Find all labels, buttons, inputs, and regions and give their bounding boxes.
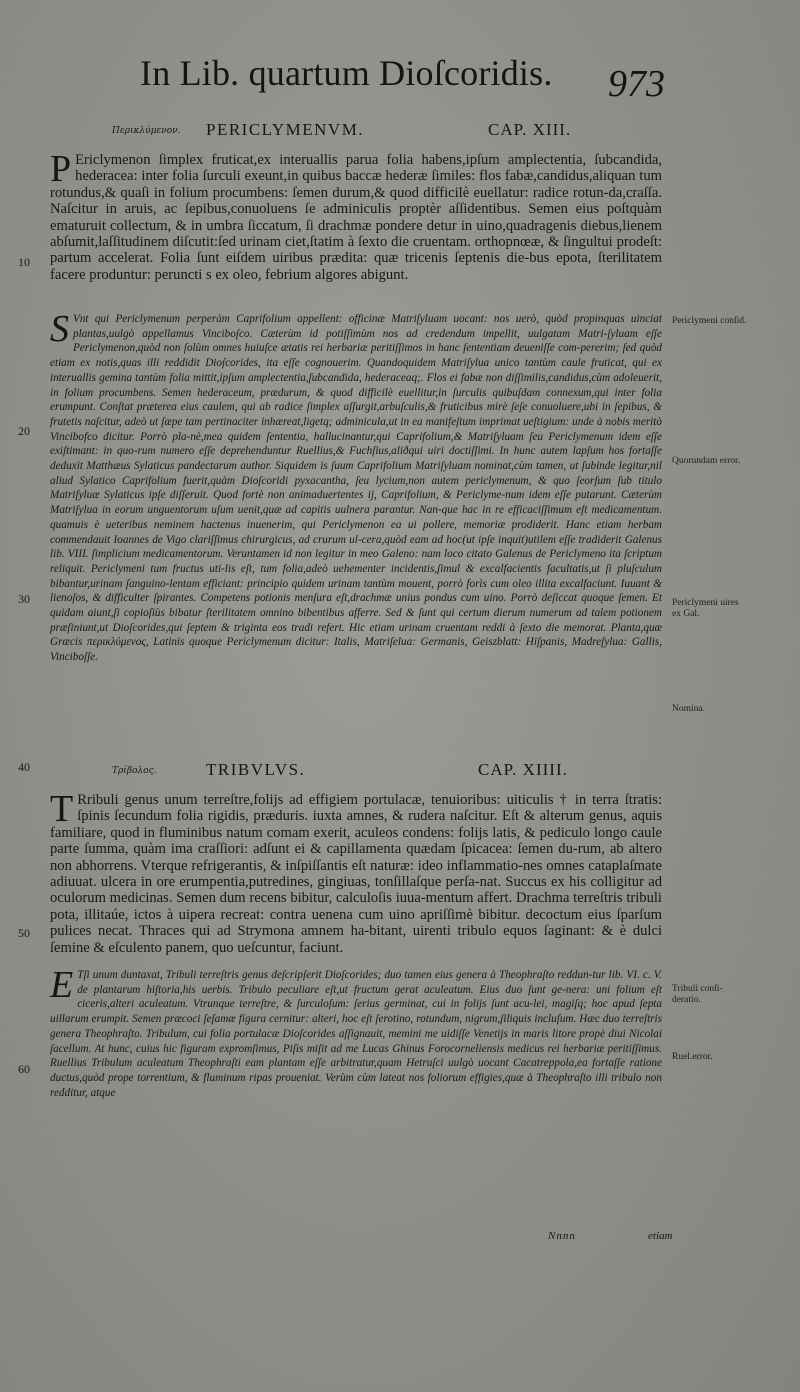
line-number: 60	[18, 1062, 30, 1076]
main-text-body: Ericlymenon ſimplex fruticat,ex interuallis parua folia habens,ipſum amplectentia, ſubcandida, hederacea: inter folia ſurculi exeunt,in quibus baccæ hederæ ſimiles: flos fabæ,candidus,aliquan tum rotundus,& quaſi in folium procumbens: ſemen durum,& quod difficilè euellatur: radice rotun-da,craſſa. Naſcitur in aruis, ac ſepibus,conuoluens ſe adminiculis proptèr aſſidentibus. Semen eius poſtquàm ematuruit collectum, & in umbra ſiccatum, ſi drachmæ pondere detur in uino,quadragenis diebus,lienem abſumit,laſſitudinem diſcutit:ſed urinam ciet,ſtatim à ſexto die cruentam. orthopnœæ, & ſingultui prodeſt: partum accelerat. Folia ſunt eiſdem uiribus prædita: quæ tricenis ſeptenis die-bus epota, ſterilitatem facere produntur: peruncti s ex oleo, febrium algores abigunt.	[50, 152, 662, 283]
drop-cap: E	[50, 964, 74, 1006]
running-title: In Lib. quartum Dioſcoridis.	[140, 53, 553, 93]
drop-cap: T	[50, 788, 74, 830]
section-title: PERICLYMENVM.	[206, 120, 365, 139]
section-title: TRIBVLVS.	[206, 760, 306, 779]
marginal-note: Nomina.	[672, 704, 705, 714]
signature-mark: Nnnn	[548, 1230, 576, 1242]
main-text-tribulus	[50, 788, 662, 956]
line-number: 10	[18, 255, 30, 269]
line-number: 20	[18, 424, 30, 438]
greek-name: Τρίβολος.	[112, 766, 157, 776]
chapter-number: CAP. XIIII.	[478, 760, 568, 779]
drop-cap: P	[50, 148, 72, 190]
marginal-note: Quorundam error.	[672, 456, 741, 466]
commentary-body: Tſi unum duntaxat, Tribuli terreſtris genus deſcripſerit Dioſcorides; duo tamen eius genera à Theophraſto reddun-tur lib. VI. c. V. de plantarum hiſtoria,his uerbis. Tribulo peculiare eſt,ut fructum gerat aculeatum. Eius duo ſunt ge-nera: uni folium eſt ciceris,alteri aculeatum. Vtrunque terreſtre, & ſurculoſum: ſerius germinat, cui in folijs ſunt acu-lei, magiſq; hoc apud ſepta uillarum erumpit. Semen præcoci ſeſamæ figura cernitur: alteri, hoc eſt ſerotino, rotundum, nigrum,ſiliquis incluſum. Hæc duo terreſtris genera Theophraſto. Tribulum, cui folia portulacæ Dioſcorides aſſignauit, memini me uidiſſe Venetijs in maris litore propè diui Nicolai ſacellum. At hunc, cuius hic figuram expromſimus, Piſis miſit ad me Lucas Ghinus Forocorneliensis medicus rei herbariæ peritiſſimus. Ruellius Tribulum aculeatum Theophraſti eam plantam eſſe arbitratur,quam Hetruſci uulgò uocant Cacatreppola,ea fortaſſe ratione ductus,quòd prope torrentium, & fluminum ripas proueniat. Verùm cùm lateat nos foliorum effigies,quæ à Theophraſto illi tribulo non redditur, atque	[50, 969, 662, 1099]
main-text-periclymenum	[50, 148, 662, 283]
commentary-body: Vnt qui Periclymenum perperàm Caprifolium appellent: officinæ Matriſyluam uocant: nos uerò, quòd propinquas uinciat plantas,uulgò appellamus Vinciboſco. Cæterùm id potiſſimùm nos ad credendum impellit, uulgatam Matri-ſyluam eſſe Periclymenon,quòd non ſolùm omnes huiuſce ætatis rei herbariæ peritiſſimos in hanc ſententiam deueniſſe com-pererim; ſed quòd etiam ex notis,quas illi reddidit Dioſcorides, ita eſſe cognouerim. Quandoquidem Matriſylua unico tantùm caule fruticat, qui ex interuallis gemina tantùm folia mittit,ipſum amplectentia,ſubcandida, hederaceaq;. Flos ei fabæ non diſſimilis,candidus,cùm adoleuerit, in folium procumbens. Semen hederaceum, prædurum, & quod difficilè euellitur,in ſurculis quibuſdam connexum,qui inter folia erumpunt. Conſtat præterea eius caulem, qui ab radice ſimplex aſſurgit,arbuſculis,& fruticibus mirè ſeſe conuoluere,ubi in ſepibus, & frutetis naſcitur, adeò ut ſæpe tam pertinaciter inhæreat,ligetq; adminicula,ut in ea manifeſtum imprimat ueſtigium: unde à nobis meritò Vincibofco dicitur. Porrò pla-nè,mea quidem ſententia, hallucinantur,qui Caprifolium,& Matriſyluam ſeu Periclymenum idem eſſe exiſtimant: in quo-rum numero eſſe deprehenduntur Ruellius,& Fuchſius,aliðqui uiri doctiſſimi. In hunc autem lapſum hos fortaſſe deduxit Matthæus Sylaticus pandectarum author. Siquidem is ſuum Caprifolium Matriſyluam nominat,cùm tamen, ut ſubinde legitur,nil aliud Sylatico Caprifolium fuerit,quàm Dioſcoridi pyxacantha, ſeu lycium,non autem periclymenum, & quo ſeorſum ſub titulo Matriſyluæ Sylaticus ipſe diſſeruit. Quod fortè non animaduertentes ij, Caprifolium, & Periclyme-num idem eſſe putarunt. Cæterùm Matriſylua in eorum unguentorum uſum uenit,quæ ad capitis uulnera parantur. Nan-que hac in re efficaciſſimum eſt medicamentum. quamuis è ueteribus neminem hactenus inuenerim, qui Periclymenon ea ui pollere, memoriæ prodiderit. Hanc etiam herbam commendauit Ioannes de Vigo clariſſimus chirurgicus, ad crurum ul-cera,quòd eam ad hoc(ut ipſe inquit)utilem eſſe tradiderit Galenus lib. VIII. ſimplicium medicamentorum. Veruntamen id non legitur in meo Galeno: nam loco citato Galenus de Periclymeno ita ſcriptum reliquit. Periclymeni tum fructus uti-lis eſt, tum folia,adeò uehementer incidentis,ſimul & excalfacientis facultatis,ut ſi pluſculum bibantur,urinam ſanguino-lentam efficiant: principio quidem urinam tantùm mouent, porrò forìs cum oleo illita excalfaciunt. Iuuant & lienoſos, & difficulter ſpirantes. Competens potionis menſura eſt,drachmæ unius pondus cum uino. Porrò deſiccat quoque ſemen. Et quidam aiunt,ſi copioſiùs bibatur ſterilitatem omnino bibentibus afferre. Sed & ſunt qui certum dierum numerum ad talem potionem præſiniunt,ut Dioſcorides,qui ſeptem & triginta eos tradi refert. Hic etiam urinam cruentam reddi à ſexto die memorat. Planta,quæ Græcis περικλύμενος, Latinis quoque Periclymenum dicitur: Italis, Matriſelua: Germanis, Geiszblatt: Hiſpanis, Madreſylua: Gallis, Vinciboſſe.	[50, 313, 662, 664]
commentary-periclymenum	[50, 308, 662, 665]
chapter-number: CAP. XIII.	[488, 120, 572, 139]
marginal-note: Tribuli conſi-deratio.	[672, 984, 723, 1005]
main-text-body: Rribuli genus unum terreſtre,folijs ad effigiem portulacæ, tenuioribus: uiticulis † in terra ſtratis: ſpinis ſecundum folia rigidis, præduris. iuxta amnes, & rudera naſcitur. Eſt & alterum genus, aquis familiare, quod in fluminibus natum comam exerit, aculeos condens: folijs latis, & pediculo longo caule parte ſumma, quàm ima craſſiori: adſunt ei & capillamenta quædam ſpicacea: ſemen du-rum, ab altero non abhorrens. Vterque refrigerantis, & inſpiſſantis eſt naturæ: ideo inflammatio-nes omnes cataplaſmate adiuuat. ulcera in ore erumpentia,putredines, gingiuas, tonſillaſque perſa-nat. Succus ex his colligitur ad oculorum medicinas. Semen dum recens bibitur, calculoſis iuua-mentum affert. Drachma terreſtris tribuli pota, illitaúe, ictos à uipera recreat: contra uenena cum uino apriſſimè bibitur. decoctum eius ſparſum pulices necat. Thraces qui ad Strymona amnem ha-bitant, uirenti tribulo equos ſaginant: & è dulci ſemine & eſculento panem, quo ueſcuntur, faciunt.	[50, 792, 662, 956]
drop-cap: S	[50, 308, 69, 350]
commentary-tribulus	[50, 964, 662, 1100]
line-number: 50	[18, 926, 30, 940]
line-number: 30	[18, 592, 30, 606]
catchword: etiam	[648, 1230, 673, 1242]
marginal-note: Ruel.error.	[672, 1052, 713, 1062]
marginal-note: Periclymeni uires ex Gal.	[672, 598, 739, 619]
greek-name: Περικλύμενον.	[112, 126, 181, 136]
section-heading-periclymenum	[0, 120, 800, 144]
page-number: 973	[608, 63, 665, 105]
line-number: 40	[18, 760, 30, 774]
marginal-note: Periclymeni conſid.	[672, 316, 747, 326]
section-heading-tribulus	[0, 760, 800, 784]
